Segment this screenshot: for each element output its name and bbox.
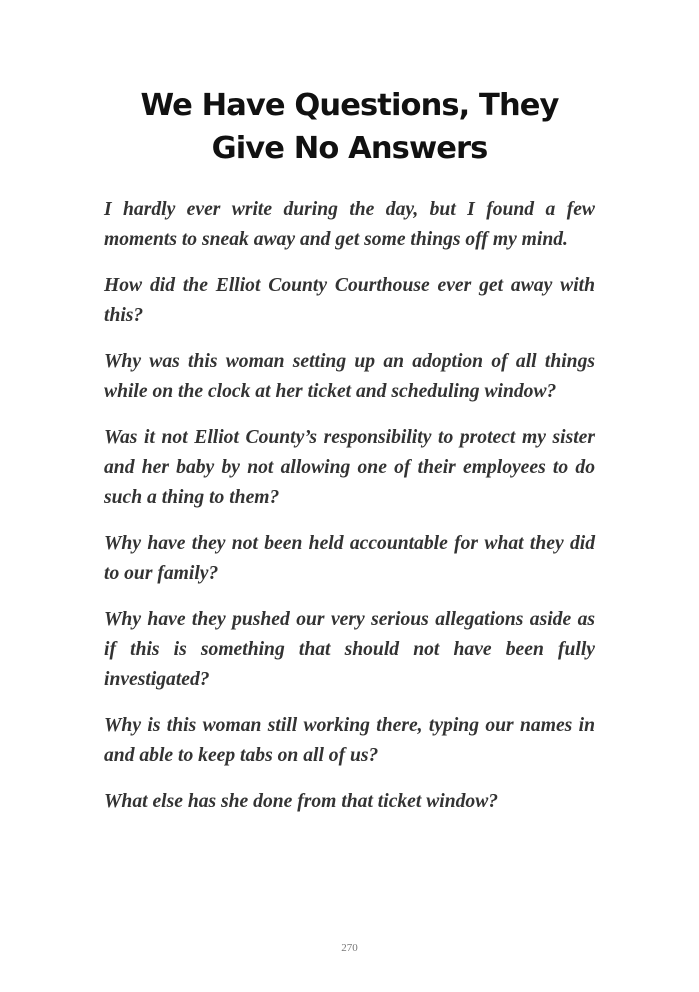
paragraph: I hardly ever write during the day, but I found a few moments to sneak away and get some things off my mind. (104, 199, 595, 250)
paragraph: Was it not Elliot County’s responsibility to protect my sister and her baby by not allowing one of their employees to do such a thing to them? (104, 427, 595, 508)
chapter-body (104, 195, 595, 833)
paragraph: How did the Elliot County Courthouse ever get away with this? (104, 275, 595, 326)
page-number: 270 (341, 942, 358, 954)
paragraph: Why have they pushed our very serious allegations aside as if this is something that should not have been fully investigated? (104, 609, 595, 690)
chapter-title (0, 84, 699, 170)
chapter-title-line-1: We Have Questions, They (140, 88, 559, 123)
paragraph: Why have they not been held accountable for what they did to our family? (104, 533, 595, 584)
paragraph: Why was this woman setting up an adoption of all things while on the clock at her ticket and scheduling window? (104, 351, 595, 402)
chapter-title-line-2: Give No Answers (211, 131, 488, 166)
paragraph: Why is this woman still working there, typing our names in and able to keep tabs on all of us? (104, 715, 595, 766)
paragraph: What else has she done from that ticket window? (104, 791, 499, 812)
